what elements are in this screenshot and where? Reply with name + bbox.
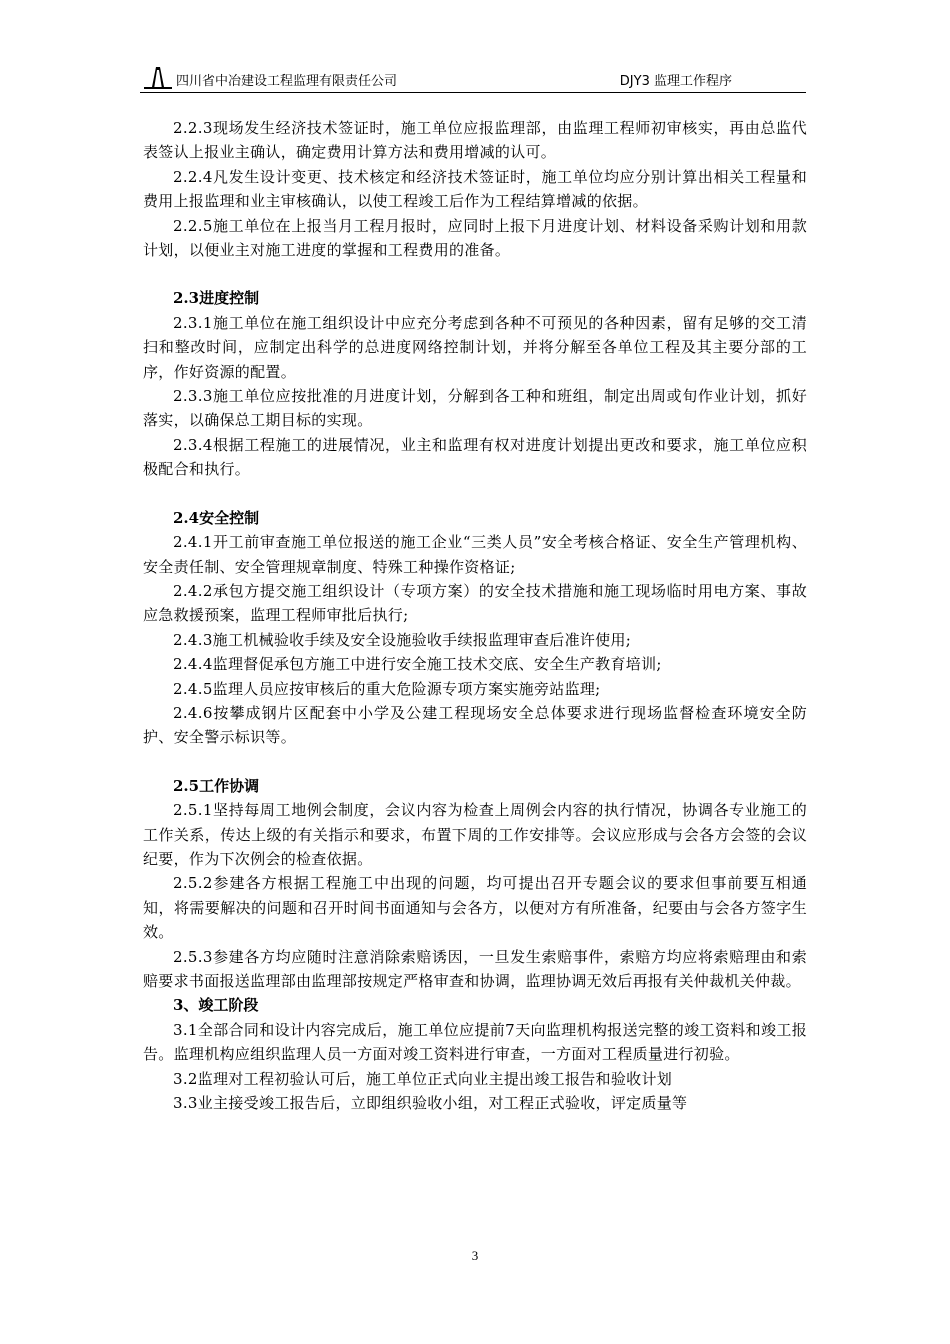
company-logo-icon	[144, 66, 172, 90]
section-heading: 2.3进度控制	[173, 289, 260, 308]
section-spacer	[143, 262, 807, 286]
paragraph: 2.4.1开工前审查施工单位报送的施工企业“三类人员”安全考核合格证、安全生产管理机构、安全责任制、安全管理规章制度、特殊工种操作资格证;	[143, 533, 807, 576]
document-body	[143, 116, 807, 1115]
section-heading: 2.5工作协调	[173, 776, 260, 795]
page-header	[140, 64, 806, 93]
paragraph: 2.5.1坚持每周工地例会制度，会议内容为检查上周例会内容的执行情况，协调各专业施工的工作关系，传达上级的有关指示和要求，布置下周的工作安排等。会议应形成与会各方会签的会议纪要，作为下次例会的检查依据。	[143, 801, 807, 868]
paragraph: 2.3.4根据工程施工的进展情况，业主和监理有权对进度计划提出更改和要求，施工单位应积极配合和执行。	[143, 435, 807, 479]
paragraph: 2.3.1施工单位在施工组织设计中应充分考虑到各种不可预见的各种因素，留有足够的交工清扫和整改时间，应制定出科学的总进度网络控制计划，并将分解至各单位工程及其主要分部的工序，作好资源的配置。	[143, 313, 807, 381]
paragraph: 2.2.5施工单位在上报当月工程月报时，应同时上报下月进度计划、材料设备采购计划和用款计划，以便业主对施工进度的掌握和工程费用的准备。	[143, 216, 807, 260]
section-spacer	[143, 750, 807, 774]
paragraph: 2.4.4监理督促承包方施工中进行安全施工技术交底、安全生产教育培训;	[173, 655, 662, 674]
page-number: 3	[471, 1248, 479, 1263]
paragraph: 2.5.3参建各方均应随时注意消除索赔诱因，一旦发生索赔事件，索赔方均应将索赔理由和索赔要求书面报送监理部由监理部按规定严格审查和协调，监理协调无效后再报有关仲裁机关仲裁。	[143, 947, 807, 990]
paragraph: 2.5.2参建各方根据工程施工中出现的问题，均可提出召开专题会议的要求但事前要互相通知，将需要解决的问题和召开时间书面通知与会各方，以便对方有所准备，纪要由与会各方签字生效。	[143, 874, 807, 942]
section-heading: 2.4安全控制	[173, 508, 260, 527]
paragraph: 2.3.3施工单位应按批准的月进度计划，分解到各工种和班组，制定出周或旬作业计划，抓好落实，以确保总工期目标的实现。	[143, 387, 807, 430]
paragraph: 2.4.6按攀成钢片区配套中小学及公建工程现场安全总体要求进行现场监督检查环境安全防护、安全警示标识等。	[143, 703, 807, 747]
section-spacer	[143, 482, 807, 506]
paragraph: 2.2.3现场发生经济技术签证时，施工单位应报监理部，由监理工程师初审核实，再由总监代表签认上报业主确认，确定费用计算方法和费用增减的认可。	[143, 119, 807, 162]
paragraph: 3.3业主接受竣工报告后，立即组织验收小组，对工程正式验收，评定质量等	[173, 1094, 688, 1113]
paragraph: 3.2监理对工程初验认可后，施工单位正式向业主提出竣工报告和验收计划	[173, 1069, 673, 1088]
document-code: DJY3 监理工作程序	[619, 74, 732, 89]
paragraph: 2.4.2承包方提交施工组织设计（专项方案）的安全技术措施和施工现场临时用电方案、事故应急救援预案，监理工程师审批后执行;	[143, 581, 807, 625]
paragraph: 2.4.5监理人员应按审核后的重大危险源专项方案实施旁站监理;	[173, 679, 601, 698]
paragraph: 3.1全部合同和设计内容完成后，施工单位应提前7天向监理机构报送完整的竣工资料和竣工报告。监理机构应组织监理人员一方面对竣工资料进行审查，一方面对工程质量进行初验。	[143, 1020, 807, 1064]
section-heading: 3、竣工阶段	[173, 996, 259, 1015]
paragraph: 2.2.4凡发生设计变更、技术核定和经济技术签证时，施工单位均应分别计算出相关工程量和费用上报监理和业主审核确认，以使工程竣工后作为工程结算增减的依据。	[143, 167, 807, 211]
company-name: 四川省中冶建设工程监理有限责任公司	[176, 74, 398, 89]
paragraph: 2.4.3施工机械验收手续及安全设施验收手续报监理审查后准许使用;	[173, 630, 632, 649]
